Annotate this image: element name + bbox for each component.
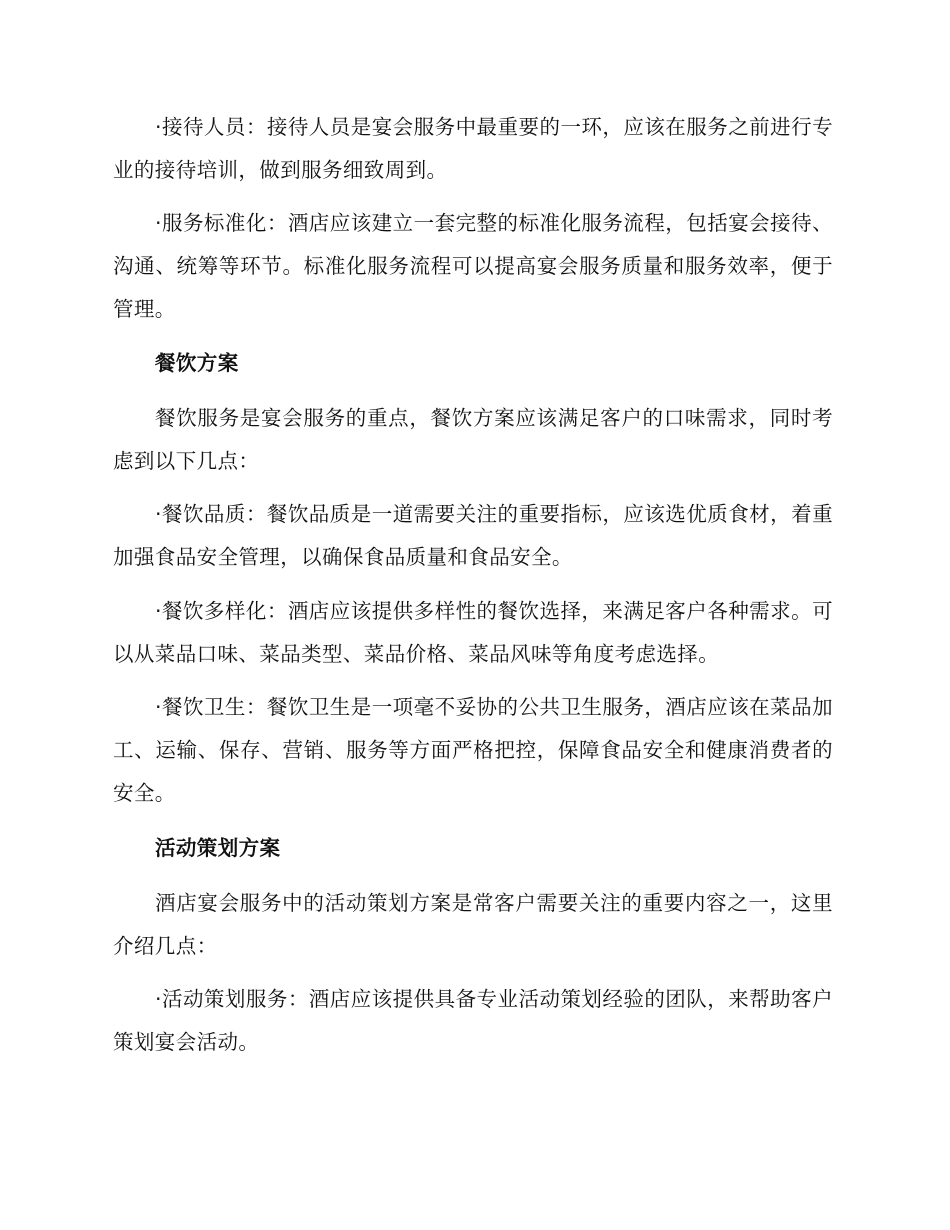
paragraph-catering-quality: ·餐饮品质：餐饮品质是一道需要关注的重要指标，应该选优质食材，着重加强食品安全管理，以确保食品质量和食品安全。 xyxy=(113,502,833,569)
paragraph-catering-intro: 餐饮服务是宴会服务的重点，餐饮方案应该满足客户的口味需求，同时考虑到以下几点： xyxy=(113,406,833,473)
paragraph-service-standardization: ·服务标准化：酒店应该建立一套完整的标准化服务流程，包括宴会接待、沟通、统筹等环节。标准化服务流程可以提高宴会服务质量和服务效率，便于管理。 xyxy=(113,211,833,321)
paragraph-activity-intro: 酒店宴会服务中的活动策划方案是常客户需要关注的重要内容之一，这里介绍几点： xyxy=(113,891,833,958)
heading-catering-plan: 餐饮方案 xyxy=(155,351,239,375)
paragraph-catering-hygiene: ·餐饮卫生：餐饮卫生是一项毫不妥协的公共卫生服务，酒店应该在菜品加工、运输、保存、营销、服务等方面严格把控，保障食品安全和健康消费者的安全。 xyxy=(113,695,833,805)
paragraph-activity-planning-service: ·活动策划服务：酒店应该提供具备专业活动策划经验的团队，来帮助客户策划宴会活动。 xyxy=(113,987,833,1054)
paragraph-catering-variety: ·餐饮多样化：酒店应该提供多样性的餐饮选择，来满足客户各种需求。可以从菜品口味、菜品类型、菜品价格、菜品风味等角度考虑选择。 xyxy=(113,599,833,666)
heading-activity-plan: 活动策划方案 xyxy=(155,836,281,860)
paragraph-reception-staff: ·接待人员：接待人员是宴会服务中最重要的一环，应该在服务之前进行专业的接待培训，做到服务细致周到。 xyxy=(113,115,833,182)
